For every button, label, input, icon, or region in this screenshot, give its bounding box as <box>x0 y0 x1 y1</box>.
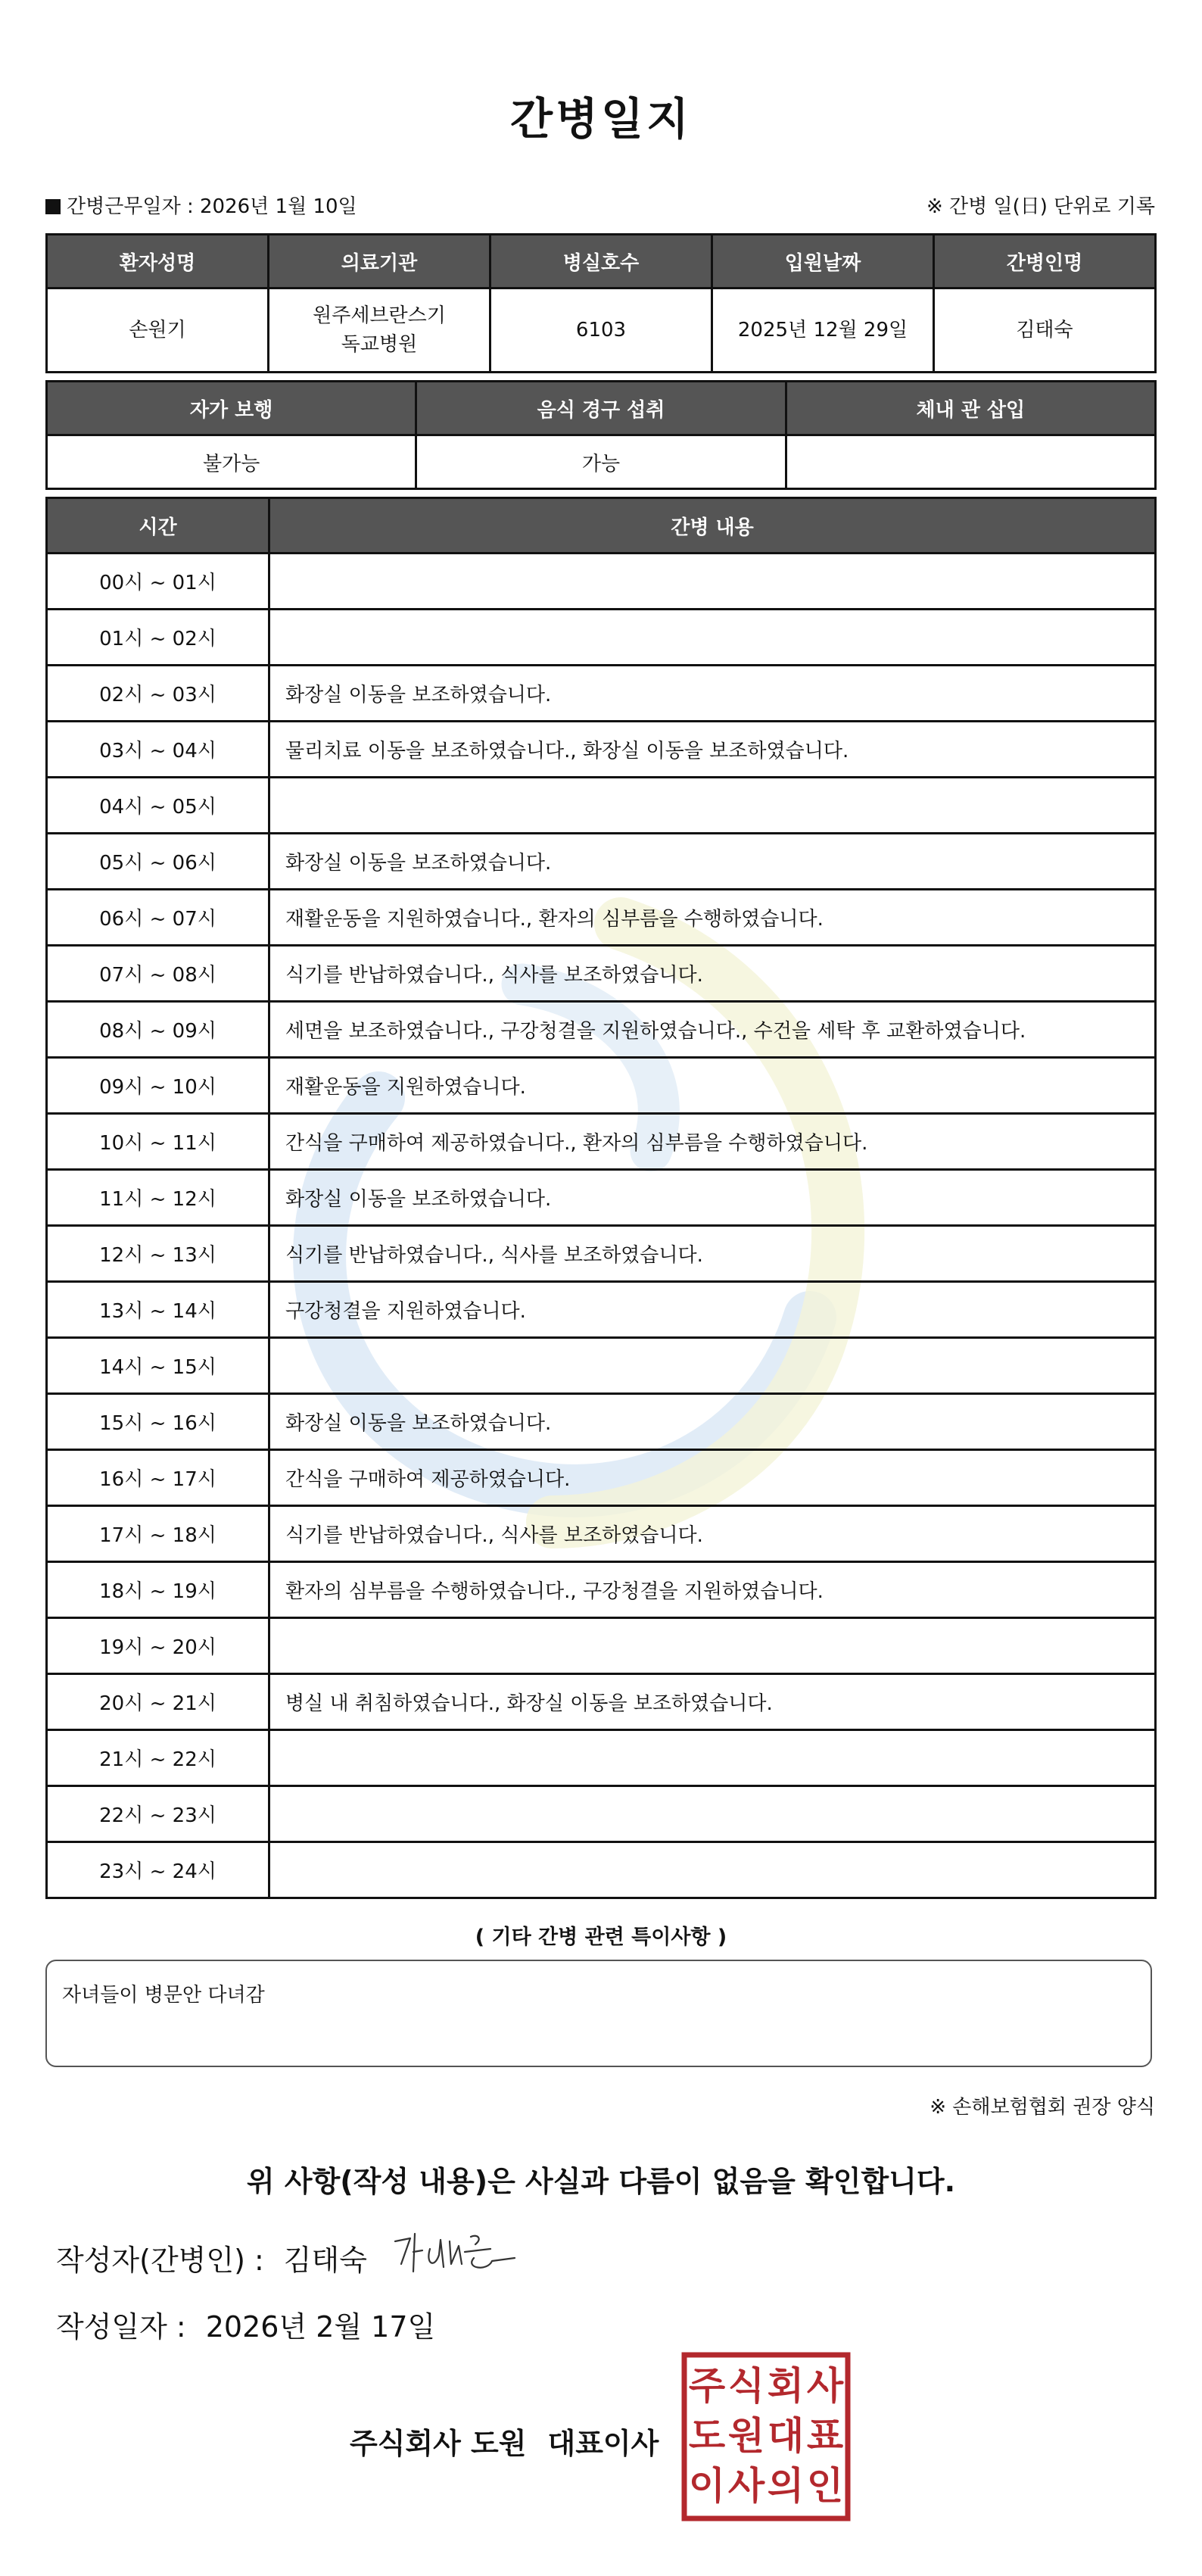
patient-name: 손원기 <box>47 288 269 373</box>
log-row <box>47 1506 1156 1562</box>
oral-intake-value: 가능 <box>416 435 786 489</box>
admission-date: 2025년 12월 29일 <box>712 288 934 373</box>
header-hospital: 의료기관 <box>269 235 490 288</box>
log-time: 21시 ~ 22시 <box>47 1730 269 1786</box>
log-row <box>47 1394 1156 1450</box>
log-row <box>47 1338 1156 1394</box>
tube-insertion-value <box>786 435 1155 489</box>
hourly-care-log-table <box>45 497 1157 1899</box>
log-time: 02시 ~ 03시 <box>47 666 269 722</box>
log-content <box>269 1786 1156 1842</box>
log-time: 09시 ~ 10시 <box>47 1058 269 1114</box>
log-content <box>269 554 1156 610</box>
log-time: 00시 ~ 01시 <box>47 554 269 610</box>
log-content: 화장실 이동을 보조하였습니다. <box>269 1170 1156 1226</box>
log-row <box>47 1226 1156 1282</box>
seal-character: 이 <box>688 2464 726 2508</box>
log-row <box>47 554 1156 610</box>
log-row <box>47 1842 1156 1898</box>
writer-label: 작성자(간병인) : <box>56 2244 264 2277</box>
caregiver-name: 김태숙 <box>934 288 1156 373</box>
write-date-label: 작성일자 : <box>56 2310 186 2344</box>
log-row <box>47 1114 1156 1170</box>
log-content <box>269 1338 1156 1394</box>
log-time: 22시 ~ 23시 <box>47 1786 269 1842</box>
header-room: 병실호수 <box>490 235 712 288</box>
seal-character: 식 <box>727 2364 765 2408</box>
log-content: 구강청결을 지원하였습니다. <box>269 1282 1156 1338</box>
log-rows <box>47 554 1156 1898</box>
patient-status-table <box>45 380 1157 490</box>
log-row <box>47 946 1156 1002</box>
log-row <box>47 1786 1156 1842</box>
log-content <box>269 610 1156 666</box>
log-row <box>47 610 1156 666</box>
log-content: 재활운동을 지원하였습니다. <box>269 1058 1156 1114</box>
log-time: 15시 ~ 16시 <box>47 1394 269 1450</box>
log-content: 재활운동을 지원하였습니다., 환자의 심부름을 수행하였습니다. <box>269 890 1156 946</box>
header-caregiver: 간병인명 <box>934 235 1156 288</box>
work-date <box>45 191 357 219</box>
log-time: 08시 ~ 09시 <box>47 1002 269 1058</box>
seal-character: 인 <box>806 2464 844 2508</box>
log-time: 17시 ~ 18시 <box>47 1506 269 1562</box>
log-content: 환자의 심부름을 수행하였습니다., 구강청결을 지원하였습니다. <box>269 1562 1156 1618</box>
company-line <box>350 2420 659 2462</box>
company-seal-stamp <box>681 2352 851 2521</box>
log-content: 식기를 반납하였습니다., 식사를 보조하였습니다. <box>269 946 1156 1002</box>
room-number: 6103 <box>490 288 712 373</box>
seal-character: 대 <box>767 2414 805 2458</box>
patient-info-values <box>47 288 1156 373</box>
document-title: 간병일지 <box>509 93 693 145</box>
log-row <box>47 1618 1156 1674</box>
special-notes-content: 자녀들이 병문안 다녀감 <box>62 1984 265 2007</box>
work-date-label: 간병근무일자 : 2026년 1월 10일 <box>67 195 357 218</box>
writer-line <box>56 2237 367 2278</box>
log-content: 간식을 구매하여 제공하였습니다. <box>269 1450 1156 1506</box>
log-time: 14시 ~ 15시 <box>47 1338 269 1394</box>
patient-info-header <box>47 235 1156 288</box>
seal-character: 원 <box>727 2414 765 2458</box>
seal-character: 도 <box>688 2414 726 2458</box>
write-date-line <box>56 2303 435 2345</box>
seal-character: 회 <box>767 2364 805 2408</box>
log-header <box>47 498 1156 554</box>
log-content <box>269 778 1156 834</box>
log-time: 10시 ~ 11시 <box>47 1114 269 1170</box>
log-content <box>269 1618 1156 1674</box>
log-row <box>47 890 1156 946</box>
log-time: 03시 ~ 04시 <box>47 722 269 778</box>
log-row <box>47 1450 1156 1506</box>
log-time: 06시 ~ 07시 <box>47 890 269 946</box>
seal-character: 사 <box>727 2464 765 2508</box>
company-name: 주식회사 도원 <box>350 2427 527 2460</box>
hospital-name-text: 원주세브란스기독교병원 <box>313 304 446 356</box>
self-walking-value: 불가능 <box>47 435 416 489</box>
log-content: 식기를 반납하였습니다., 식사를 보조하였습니다. <box>269 1506 1156 1562</box>
status-header <box>47 382 1156 435</box>
log-content: 병실 내 취침하였습니다., 화장실 이동을 보조하였습니다. <box>269 1674 1156 1730</box>
log-row <box>47 1058 1156 1114</box>
log-row <box>47 1562 1156 1618</box>
log-content: 화장실 이동을 보조하였습니다. <box>269 666 1156 722</box>
log-time: 20시 ~ 21시 <box>47 1674 269 1730</box>
log-row <box>47 1282 1156 1338</box>
seal-character: 의 <box>767 2464 805 2508</box>
log-content: 화장실 이동을 보조하였습니다. <box>269 1394 1156 1450</box>
log-time: 19시 ~ 20시 <box>47 1618 269 1674</box>
handwritten-signature <box>386 2219 522 2287</box>
header-patient-name: 환자성명 <box>47 235 269 288</box>
square-bullet-icon <box>45 199 61 214</box>
special-notes-box <box>45 1960 1152 2067</box>
log-row <box>47 1730 1156 1786</box>
log-row <box>47 1674 1156 1730</box>
seal-character: 표 <box>806 2414 844 2458</box>
seal-character: 사 <box>806 2364 844 2408</box>
header-tube-insertion: 체내 관 삽입 <box>786 382 1155 435</box>
log-content: 식기를 반납하였습니다., 식사를 보조하였습니다. <box>269 1226 1156 1282</box>
record-unit-note: ※ 간병 일(日) 단위로 기록 <box>926 195 1155 218</box>
log-content <box>269 1730 1156 1786</box>
header-time: 시간 <box>47 498 269 554</box>
log-time: 07시 ~ 08시 <box>47 946 269 1002</box>
log-time: 16시 ~ 17시 <box>47 1450 269 1506</box>
log-time: 12시 ~ 13시 <box>47 1226 269 1282</box>
log-time: 11시 ~ 12시 <box>47 1170 269 1226</box>
log-time: 18시 ~ 19시 <box>47 1562 269 1618</box>
header-admission-date: 입원날짜 <box>712 235 934 288</box>
log-time: 05시 ~ 06시 <box>47 834 269 890</box>
header-care-content: 간병 내용 <box>269 498 1156 554</box>
log-row <box>47 666 1156 722</box>
ceo-label: 대표이사 <box>547 2427 659 2460</box>
log-time: 13시 ~ 14시 <box>47 1282 269 1338</box>
association-form-note: ※ 손해보험협회 권장 양식 <box>930 2096 1155 2119</box>
write-date-value: 2026년 2월 17일 <box>205 2310 436 2344</box>
header-oral-intake: 음식 경구 섭취 <box>416 382 786 435</box>
log-row <box>47 834 1156 890</box>
log-row <box>47 1002 1156 1058</box>
log-row <box>47 778 1156 834</box>
log-time: 04시 ~ 05시 <box>47 778 269 834</box>
writer-name: 김태숙 <box>283 2244 367 2277</box>
confirmation-statement: 위 사항(작성 내용)은 사실과 다름이 없음을 확인합니다. <box>246 2165 956 2198</box>
log-time: 01시 ~ 02시 <box>47 610 269 666</box>
log-row <box>47 722 1156 778</box>
header-self-walking: 자가 보행 <box>47 382 416 435</box>
log-content: 세면을 보조하였습니다., 구강청결을 지원하였습니다., 수건을 세탁 후 교환하였습니다. <box>269 1002 1156 1058</box>
log-row <box>47 1170 1156 1226</box>
seal-character: 주 <box>688 2364 726 2408</box>
patient-info-table <box>45 233 1157 373</box>
log-content: 간식을 구매하여 제공하였습니다., 환자의 심부름을 수행하였습니다. <box>269 1114 1156 1170</box>
log-content <box>269 1842 1156 1898</box>
log-content: 화장실 이동을 보조하였습니다. <box>269 834 1156 890</box>
status-values <box>47 435 1156 489</box>
special-notes-title: ( 기타 간병 관련 특이사항 ) <box>475 1926 727 1949</box>
log-content: 물리치료 이동을 보조하였습니다., 화장실 이동을 보조하였습니다. <box>269 722 1156 778</box>
log-time: 23시 ~ 24시 <box>47 1842 269 1898</box>
hospital-name <box>269 288 490 373</box>
